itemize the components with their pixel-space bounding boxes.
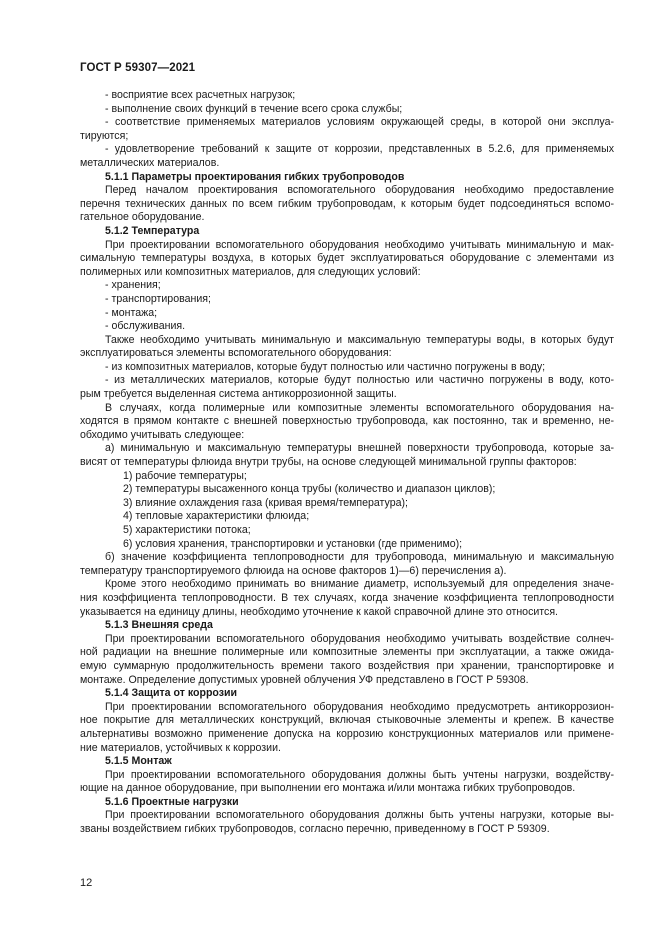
page-number: 12 xyxy=(80,877,93,889)
text-line: альтернативы возможно применение допуска на коррозию конструкционных материалов или примене- xyxy=(80,727,614,740)
text-line: а) минимальную и максимальную температуры внешней поверхности трубопровода, которые за- xyxy=(105,442,614,455)
text-line: - обслуживания. xyxy=(105,320,186,333)
text-line: указывается на единицу длины, необходимо уточнение к какой справочной длине это относится. xyxy=(80,605,559,618)
text-line: висят от температуры флюида внутри трубы, на основе следующей минимальной группы факторов: xyxy=(80,456,577,469)
section-heading: 5.1.4 Защита от коррозии xyxy=(105,687,238,700)
text-line: 4) тепловые характеристики флюида; xyxy=(123,510,310,523)
text-line: ной радиации на внешние полимерные или композитные элементы при эксплуатации, а также ожида- xyxy=(80,646,614,659)
text-line: ное покрытие для металлических конструкций, включая стыковочные элементы и крепеж. В качестве xyxy=(80,714,614,727)
text-line: Также необходимо учитывать минимальную и максимальную температуры воды, в которых будут xyxy=(105,333,614,346)
text-line: - удовлетворение требований к защите от коррозии, представленных в 5.2.6, для применяемых xyxy=(105,143,614,156)
text-line: 2) температуры высаженного конца трубы (количество и диапазон циклов); xyxy=(123,483,496,496)
text-line: обходимо учитывать следующее: xyxy=(80,428,245,441)
text-line: ющие на данное оборудование, при выполнении его монтажа и/или монтажа гибких трубопроводов. xyxy=(80,782,576,795)
text-line: эксплуатироваться элементы вспомогательного оборудования: xyxy=(80,347,392,360)
text-line: металлических материалов. xyxy=(80,156,220,169)
text-line: ние материалов, устойчивых к коррозии. xyxy=(80,741,281,754)
text-line: емую суммарную продолжительность времени такого воздействия при хранении, транспортировке и xyxy=(80,659,614,672)
section-heading: 5.1.3 Внешняя среда xyxy=(105,619,213,632)
text-line: - хранения; xyxy=(105,279,161,292)
text-line: званы воздействием гибких трубопроводов, согласно перечню, приведенному в ГОСТ Р 59309. xyxy=(80,823,550,836)
text-line: При проектировании вспомогательного оборудования необходимо предусмотреть антикоррозион- xyxy=(105,700,614,713)
text-line: 5) характеристики потока; xyxy=(123,524,251,536)
section-heading: 5.1.6 Проектные нагрузки xyxy=(105,795,239,808)
text-line: рым требуется выделенная система антикоррозионной защиты. xyxy=(80,388,397,401)
text-line: - выполнение своих функций в течение всего срока службы; xyxy=(105,102,403,115)
text-line: тируются; xyxy=(80,129,129,142)
text-line: ходятся в прямом контакте с внешней поверхностью трубопровода, как постоянно, так и временно, не- xyxy=(80,415,614,428)
text-line: Перед началом проектирования вспомогательного оборудования необходимо предоставление xyxy=(105,184,614,197)
document-header: ГОСТ Р 59307—2021 xyxy=(80,62,196,74)
text-line: - из композитных материалов, которые будут полностью или частично погружены в воду; xyxy=(105,360,546,373)
text-line: гательное оборудование. xyxy=(80,211,205,224)
text-line: - восприятие всех расчетных нагрузок; xyxy=(105,89,296,101)
text-line: полимерных или композитных материалов, для следующих условий: xyxy=(80,265,421,278)
text-line: ния коэффициента теплопроводности. В тех случаях, когда значение коэффициента теплопроводности xyxy=(80,591,614,604)
text-line: - из металлических материалов, которые будут полностью или частично погружены в воду, кото- xyxy=(105,374,614,387)
text-line: При проектировании вспомогательного оборудования должны быть учтены нагрузки, которые вы- xyxy=(105,809,614,822)
text-line: - соответствие применяемых материалов условиям окружающей среды, в которой они эксплуа- xyxy=(105,116,614,129)
section-heading: 5.1.2 Температура xyxy=(105,224,200,237)
text-line: - монтажа; xyxy=(105,306,158,319)
text-line: В случаях, когда полимерные или композитные элементы вспомогательного оборудования на- xyxy=(105,401,614,414)
text-line: Кроме этого необходимо принимать во внимание диаметр, используемый для определения значе- xyxy=(105,578,614,591)
text-line: 3) влияние охлаждения газа (кривая время/температура); xyxy=(123,496,408,509)
text-line: При проектировании вспомогательного оборудования необходимо учитывать воздействие солнеч- xyxy=(105,632,614,645)
text-line: б) значение коэффициента теплопроводности для трубопровода, минимальную и максимальную xyxy=(105,551,614,564)
text-line: 1) рабочие температуры; xyxy=(123,469,247,482)
section-heading: 5.1.5 Монтаж xyxy=(105,755,172,768)
text-line: температуру транспортируемого флюида на основе факторов 1)—6) перечисления а). xyxy=(80,564,507,577)
text-line: - транспортирования; xyxy=(105,292,211,305)
text-line: симальную температуры воздуха, в которых будет эксплуатироваться оборудование с элементами из xyxy=(80,252,614,265)
text-line: При проектировании вспомогательного оборудования должны быть учтены нагрузки, воздейству- xyxy=(105,768,614,781)
section-heading: 5.1.1 Параметры проектирования гибких трубопроводов xyxy=(105,170,405,183)
document-body xyxy=(80,89,614,837)
text-line: перечня технических данных по всем гибким трубопроводам, к которым будет подсоединяться вспомо- xyxy=(80,197,614,210)
text-line: монтаже. Определение допустимых уровней облучения УФ представлено в ГОСТ Р 59308. xyxy=(80,673,529,686)
text-line: 6) условия хранения, транспортировки и установки (где применимо); xyxy=(123,537,463,550)
text-line: При проектировании вспомогательного оборудования необходимо учитывать минимальную и мак- xyxy=(105,238,614,251)
